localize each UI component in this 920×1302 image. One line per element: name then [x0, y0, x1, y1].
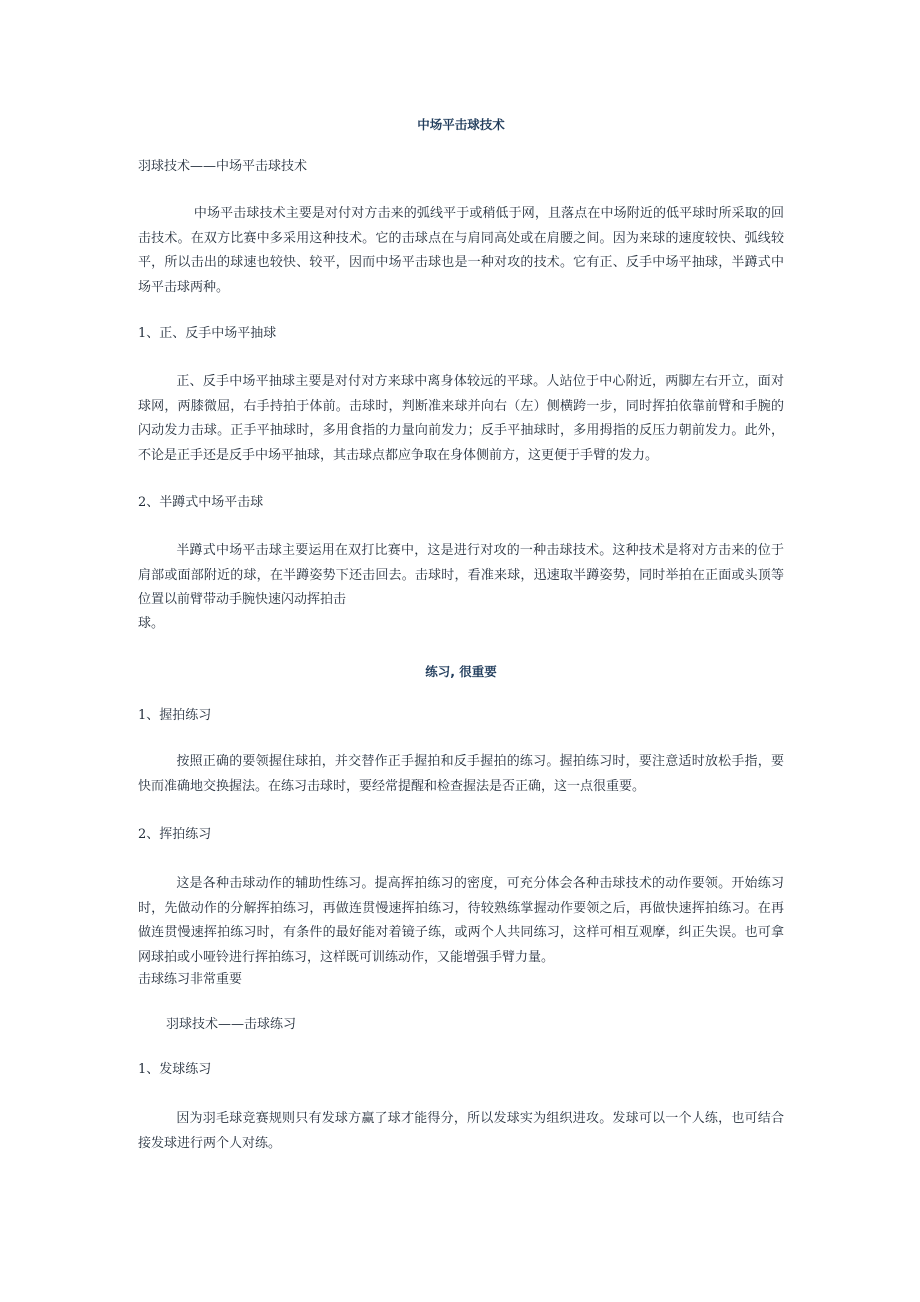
paragraph-grip-practice: 按照正确的要领握住球拍，并交替作正手握拍和反手握拍的练习。握拍练习时，要注意适时放松手指，要快而准确地交换握法。在练习击球时，要经常提醒和检查握法是否正确，这一点很重要。 — [138, 754, 784, 794]
heading-forehand-backhand-drive: 1、正、反手中场平抽球 — [138, 326, 277, 341]
practice-title: 练习, 很重要 — [425, 664, 497, 679]
section-subtitle-2: 羽球技术——击球练习 — [166, 1017, 297, 1032]
paragraph-swing-practice: 这是各种击球动作的辅助性练习。提高挥拍练习的密度，可充分体会各种击球技术的动作要领。开始练习时，先做动作的分解挥拍练习，再做连贯慢速挥拍练习，待较熟练掌握动作要领之后，再做快速挥拍练习。在再做连贯慢速挥拍练习时，有条件的最好能对着镜子练，或两个人共同练习，这样可相互观摩，纠正失误。也可拿网球拍或小哑铃进行挥拍练习，这样既可训练动作，又能增强手臂力量。 — [138, 876, 784, 965]
page-title: 中场平击球技术 — [417, 117, 505, 132]
heading-half-squat: 2、半蹲式中场平击球 — [138, 495, 264, 510]
paragraph-half-squat: 半蹲式中场平击球主要运用在双打比赛中，这是进行对攻的一种击球技术。这种技术是将对方击来的位于肩部或面部附近的球，在半蹲姿势下还击回去。击球时，看准来球，迅速取半蹲姿势，同时举拍在正面或头顶等位置以前臂带动手腕快速闪动挥拍击 — [138, 543, 784, 607]
paragraph-drive: 正、反手中场平抽球主要是对付对方来球中离身体较远的平球。人站位于中心附近，两脚左右开立，面对球网，两膝微屈，右手持拍于体前。击球时，判断准来球并向右（左）侧横跨一步，同时挥拍依靠前臂和手腕的闪动发力击球。正手平抽球时，多用食指的力量向前发力；反手平抽球时，多用拇指的反压力朝前发力。此外，不论是正手还是反手中场平抽球，其击球点都应争取在身体侧前方，这更便于手臂的发力。 — [138, 374, 784, 463]
paragraph-serve-practice: 因为羽毛球竞赛规则只有发球方赢了球才能得分，所以发球实为组织进攻。发球可以一个人练，也可结合接发球进行两个人对练。 — [138, 1111, 784, 1151]
note-line: 击球练习非常重要 — [138, 972, 243, 987]
heading-serve-practice: 1、发球练习 — [138, 1062, 212, 1077]
intro-paragraph: 中场平击球技术主要是对付对方击来的弧线平于或稍低于网，且落点在中场附近的低平球时所采取的回击技术。在双方比赛中多采用这种技术。它的击球点在与肩同高处或在肩腰之间。因为来球的速度较快、弧线较平，所以击出的球速也较快、较平，因而中场平击球也是一种对攻的技术。它有正、反手中场平抽球，半蹲式中场平击球两种。 — [138, 206, 784, 295]
paragraph-half-squat-tail: 球。 — [138, 616, 165, 631]
heading-swing-practice: 2、挥拍练习 — [138, 827, 212, 842]
section-subtitle: 羽球技术——中场平击球技术 — [138, 159, 308, 174]
heading-grip-practice: 1、握拍练习 — [138, 708, 212, 723]
